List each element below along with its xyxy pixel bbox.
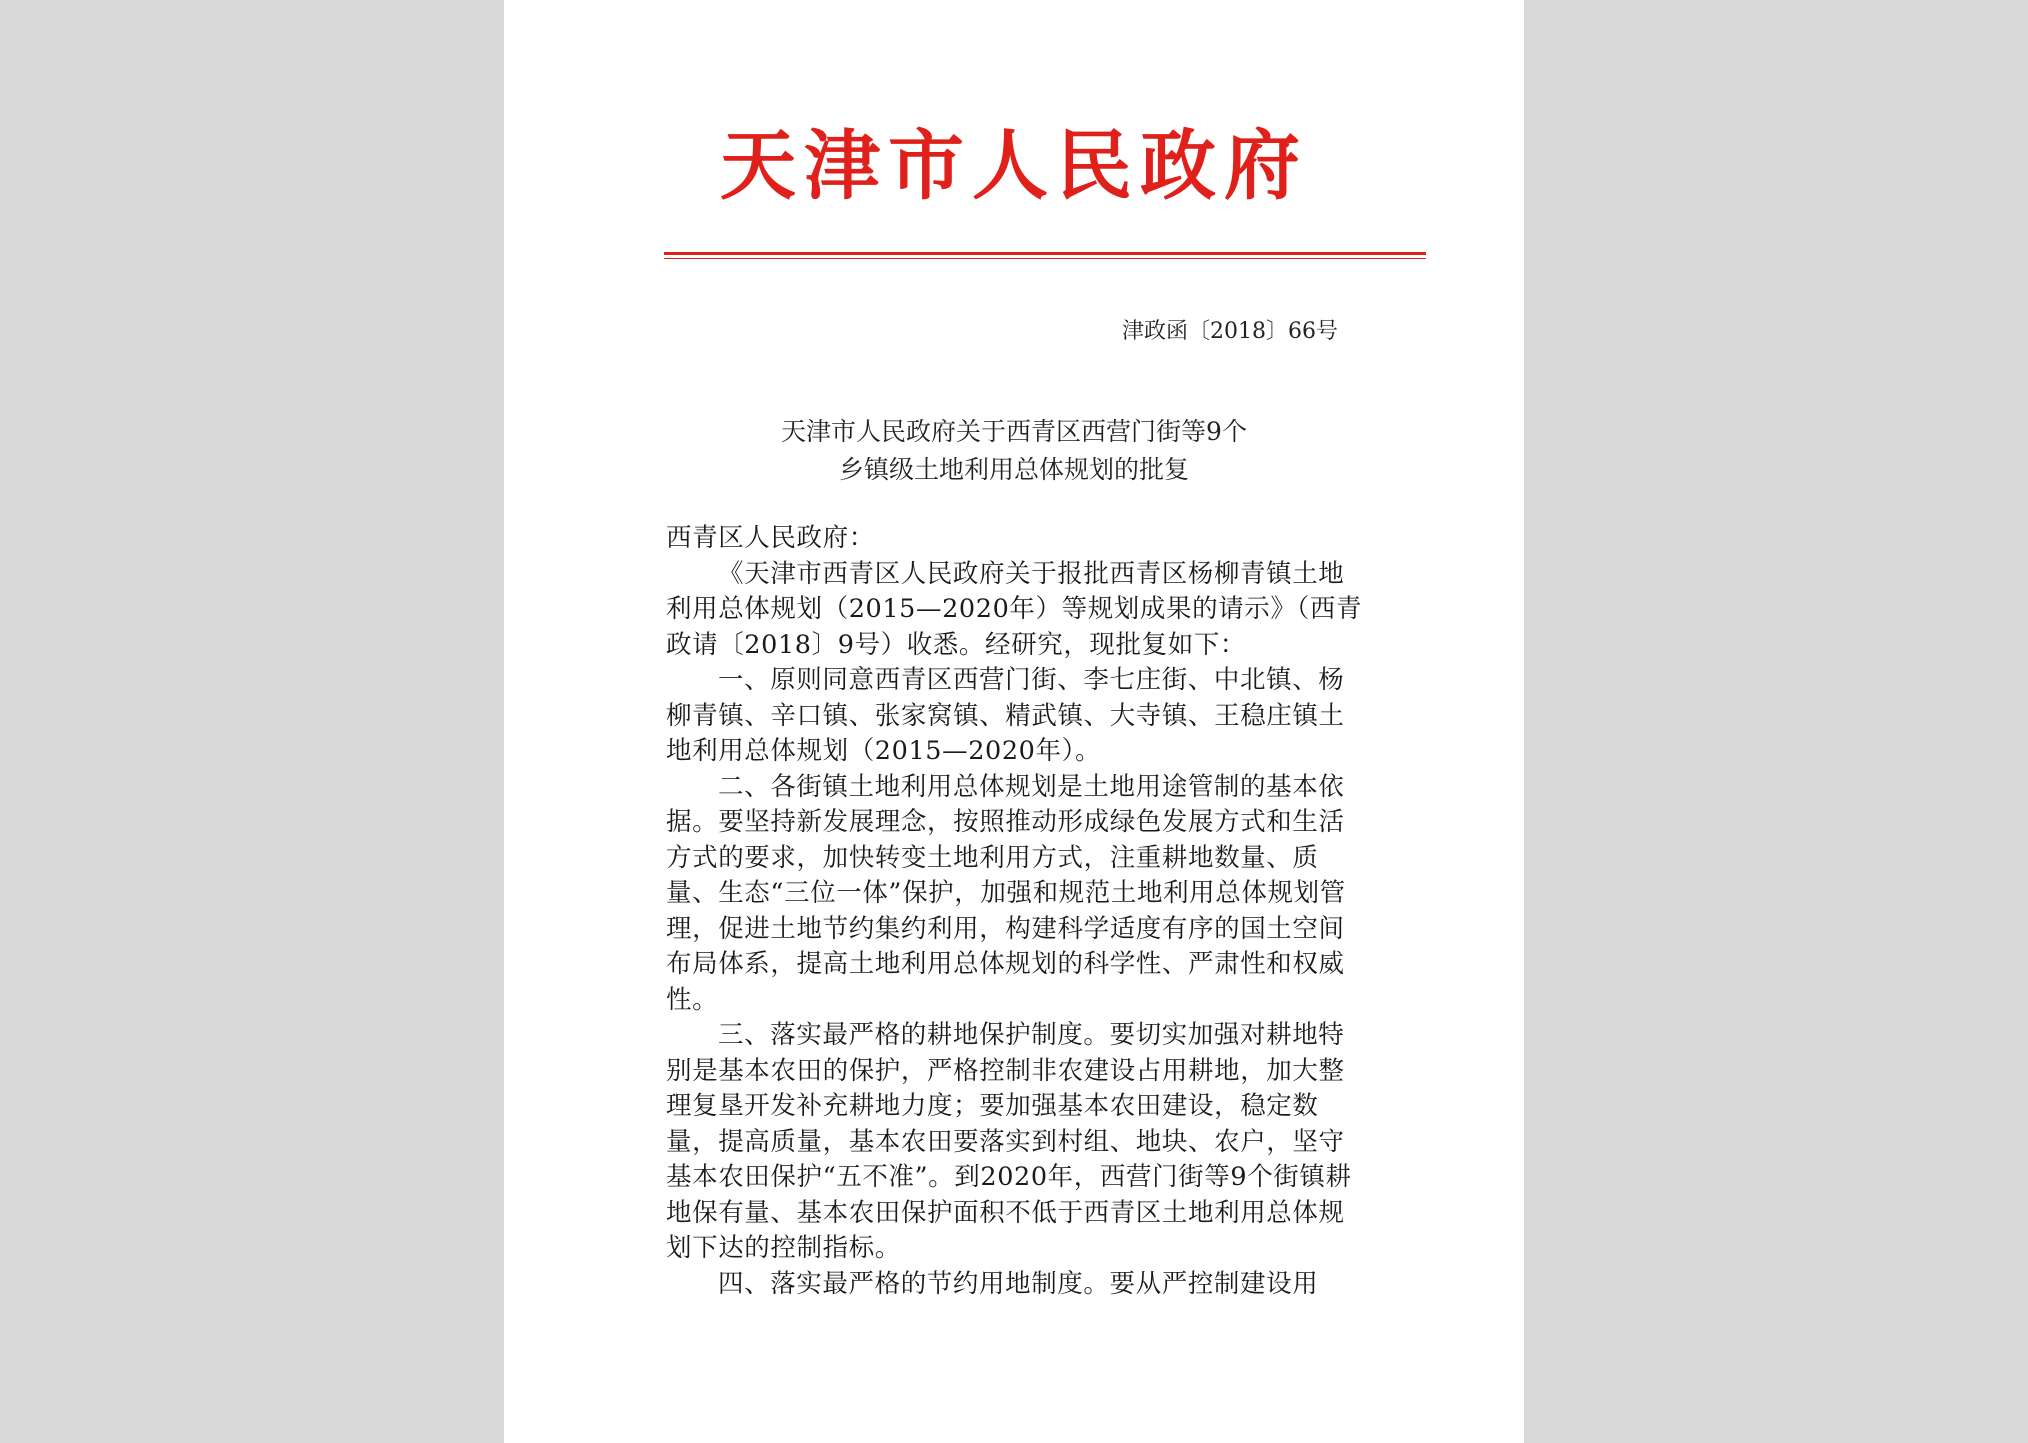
paragraph: 二、各街镇土地利用总体规划是土地用途管制的基本依据。要坚持新发展理念，按照推动形成绿色发展方式和生活方式的要求，加快转变土地利用方式，注重耕地数量、质量、生态“三位一体”保护，加强和规范土地利用总体规划管理，促进土地节约集约利用，构建科学适度有序的国土空间布局体系，提高土地利用总体规划的科学性、严肃性和权威性。: [666, 771, 1346, 1015]
document-page: [504, 0, 1524, 1443]
document-body: [666, 521, 1366, 1302]
document-title: [504, 413, 1524, 489]
salutation: 西青区人民政府：: [666, 523, 875, 553]
title-line-1: 天津市人民政府关于西青区西营门街等9个: [781, 417, 1247, 446]
title-line-2: 乡镇级土地利用总体规划的批复: [838, 455, 1189, 484]
document-number: 津政函〔2018〕66号: [1122, 319, 1338, 344]
red-separator-line: [664, 252, 1426, 255]
red-separator-line-thin: [664, 258, 1426, 259]
issuing-authority-masthead: 天津市人民政府: [720, 121, 1308, 210]
paragraph: 三、落实最严格的耕地保护制度。要切实加强对耕地特别是基本农田的保护，严格控制非农建设占用耕地，加大整理复垦开发补充耕地力度；要加强基本农田建设，稳定数量，提高质量，基本农田要落实到村组、地块、农户，坚守基本农田保护“五不准”。到2020年，西营门街等9个街镇耕地保有量、基本农田保护面积不低于西青区土地利用总体规划下达的控制指标。: [666, 1020, 1352, 1263]
paragraph: 《天津市西青区人民政府关于报批西青区杨柳青镇土地利用总体规划（2015—2020年）等规划成果的请示》（西青政请〔2018〕9号）收悉。经研究，现批复如下：: [666, 558, 1363, 660]
paragraph: 一、原则同意西青区西营门街、李七庄街、中北镇、杨柳青镇、辛口镇、张家窝镇、精武镇、大寺镇、王稳庄镇土地利用总体规划（2015—2020年）。: [666, 665, 1345, 766]
paragraph: 四、落实最严格的节约用地制度。要从严控制建设用: [718, 1268, 1319, 1299]
